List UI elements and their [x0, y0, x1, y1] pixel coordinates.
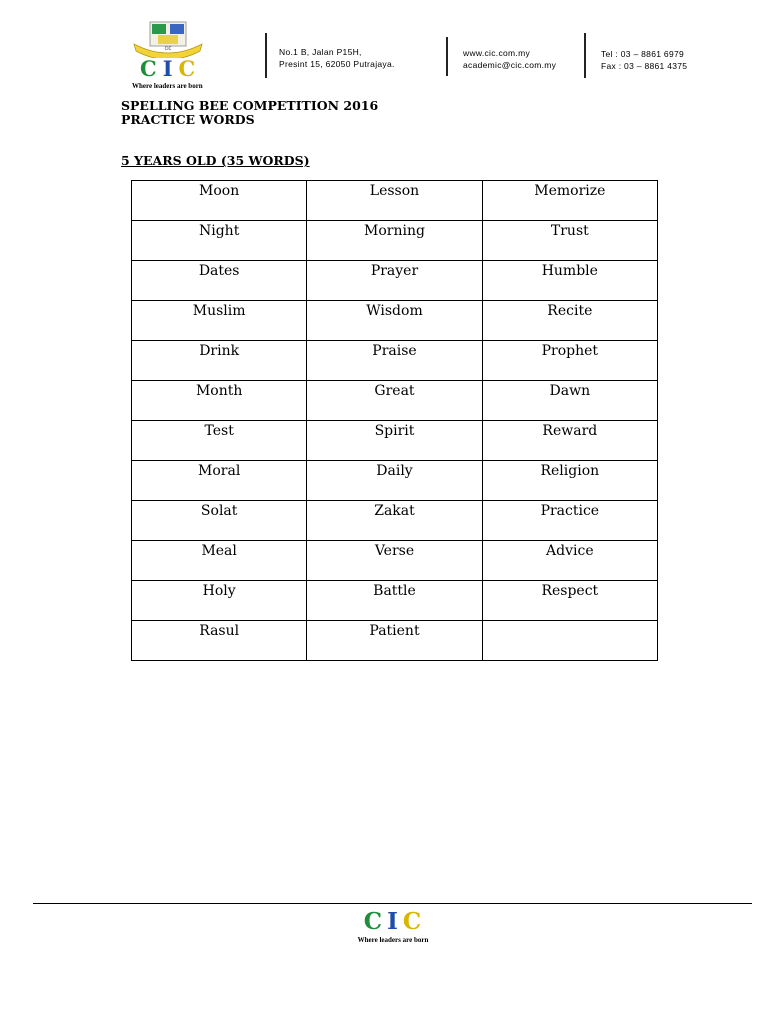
fax-number: Fax : 03 – 8861 4375: [601, 61, 688, 71]
word-cell: Verse: [307, 541, 482, 581]
word-cell: Holy: [132, 581, 307, 621]
address-line-1: No.1 B, Jalan P15H,: [279, 47, 362, 57]
word-cell: Meal: [132, 541, 307, 581]
word-cell: Trust: [482, 221, 657, 261]
word-cell: Prayer: [307, 261, 482, 301]
word-cell: Muslim: [132, 301, 307, 341]
word-cell: Month: [132, 381, 307, 421]
word-cell: [482, 621, 657, 661]
section-heading: 5 YEARS OLD (35 WORDS): [121, 153, 310, 168]
word-cell: Rasul: [132, 621, 307, 661]
word-cell: Zakat: [307, 501, 482, 541]
word-cell: Respect: [482, 581, 657, 621]
web-block: [463, 47, 556, 71]
page-subtitle: PRACTICE WORDS: [121, 112, 255, 127]
school-logo: [128, 18, 208, 92]
footer-cic-wordmark: CIC: [363, 908, 427, 935]
table-row: [132, 261, 658, 301]
telephone-number: Tel : 03 – 8861 6979: [601, 49, 685, 59]
header-divider: [265, 33, 267, 78]
cic-wordmark: CIC: [140, 56, 202, 81]
word-cell: Patient: [307, 621, 482, 661]
footer-logo: [352, 910, 434, 954]
word-cell: Great: [307, 381, 482, 421]
word-cell: Morning: [307, 221, 482, 261]
table-row: [132, 381, 658, 421]
word-cell: Daily: [307, 461, 482, 501]
table-row: [132, 621, 658, 661]
word-cell: Dawn: [482, 381, 657, 421]
word-cell: Lesson: [307, 181, 482, 221]
practice-words-table: [131, 180, 658, 661]
crest-emblem-icon: [128, 18, 208, 58]
word-cell: Drink: [132, 341, 307, 381]
word-cell: Memorize: [482, 181, 657, 221]
header-divider: [446, 37, 448, 76]
word-cell: Advice: [482, 541, 657, 581]
word-cell: Wisdom: [307, 301, 482, 341]
footer-tagline: Where leaders are born: [357, 936, 429, 944]
phone-block: [601, 48, 687, 72]
word-cell: Moral: [132, 461, 307, 501]
word-cell: Religion: [482, 461, 657, 501]
footer-divider: [33, 903, 752, 904]
address-line-2: Presint 15, 62050 Putrajaya.: [279, 59, 395, 69]
website-link[interactable]: www.cic.com.my: [463, 48, 531, 58]
svg-text:CIC: CIC: [164, 46, 172, 51]
word-cell: Humble: [482, 261, 657, 301]
table-row: [132, 501, 658, 541]
word-cell: Battle: [307, 581, 482, 621]
page-title: SPELLING BEE COMPETITION 2016: [121, 98, 379, 113]
word-cell: Praise: [307, 341, 482, 381]
word-cell: Recite: [482, 301, 657, 341]
table-row: [132, 221, 658, 261]
table-row: [132, 301, 658, 341]
table-row: [132, 581, 658, 621]
table-row: [132, 421, 658, 461]
word-cell: Reward: [482, 421, 657, 461]
word-cell: Prophet: [482, 341, 657, 381]
word-cell: Test: [132, 421, 307, 461]
email-link[interactable]: academic@cic.com.my: [463, 60, 557, 70]
word-cell: Spirit: [307, 421, 482, 461]
table-row: [132, 461, 658, 501]
table-row: [132, 181, 658, 221]
logo-tagline: Where leaders are born: [132, 82, 203, 90]
table-row: [132, 541, 658, 581]
word-cell: Dates: [132, 261, 307, 301]
address-block: [279, 46, 395, 70]
table-row: [132, 341, 658, 381]
header-divider: [584, 33, 586, 78]
word-cell: Practice: [482, 501, 657, 541]
word-cell: Solat: [132, 501, 307, 541]
word-cell: Moon: [132, 181, 307, 221]
word-cell: Night: [132, 221, 307, 261]
